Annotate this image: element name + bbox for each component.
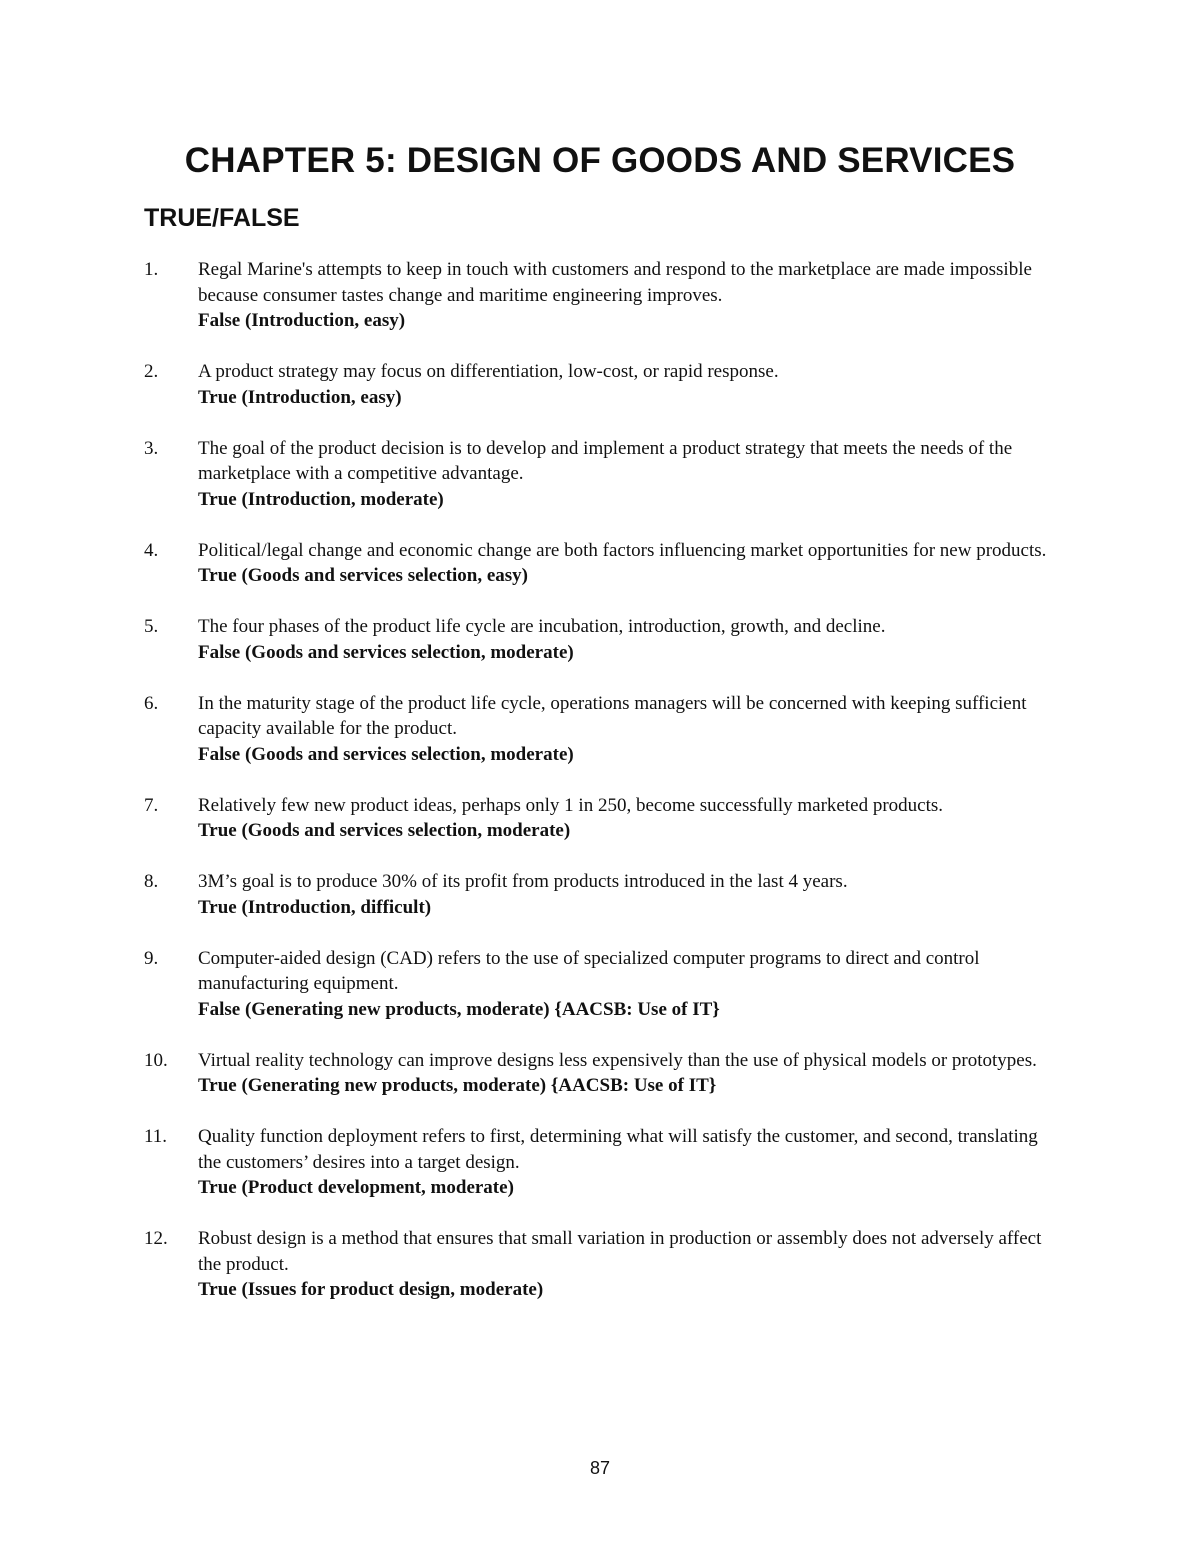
question-item-3 [144, 436, 1064, 513]
answer-key: True (Issues for product design, moderate) [198, 1279, 544, 1300]
question-item-12 [144, 1226, 1064, 1303]
question-text: Robust design is a method that ensures that small variation in production or assembly does not adversely affect the product. [198, 1228, 1042, 1275]
question-text: Relatively few new product ideas, perhaps only 1 in 250, become successfully marketed products. [198, 794, 944, 816]
answer-key: True (Introduction, moderate) [198, 488, 444, 510]
question-text: The goal of the product decision is to develop and implement a product strategy that meets the needs of the marketplace with a competitive advantage. [198, 437, 1013, 484]
question-text: 3M’s goal is to produce 30% of its profit from products introduced in the last 4 years. [198, 871, 848, 892]
question-text: The four phases of the product life cycle are incubation, introduction, growth, and decline. [198, 616, 886, 637]
question-item-9 [144, 946, 1064, 1023]
question-item-11 [144, 1124, 1064, 1201]
answer-key: False (Goods and services selection, moderate) [198, 743, 574, 765]
question-number: 3. [144, 437, 159, 459]
answer-key: True (Introduction, easy) [198, 386, 402, 408]
answer-key: True (Goods and services selection, easy) [198, 565, 528, 586]
question-number: 2. [144, 361, 159, 382]
question-number: 12. [144, 1228, 168, 1249]
question-number: 8. [144, 871, 159, 892]
question-text: Quality function deployment refers to first, determining what will satisfy the customer, and second, translating the customers’ desires into a target design. [198, 1126, 1038, 1173]
question-number: 4. [144, 539, 159, 561]
answer-key: True (Goods and services selection, moderate) [198, 820, 571, 841]
question-item-2 [144, 359, 1064, 410]
answer-key: False (Generating new products, moderate) {AACSB: Use of IT} [198, 998, 720, 1020]
answer-key: False (Goods and services selection, moderate) [198, 641, 574, 663]
page-number: 87 [589, 1458, 611, 1478]
section-heading: TRUE/FALSE [144, 204, 300, 232]
question-number: 5. [144, 616, 159, 637]
question-text: Computer-aided design (CAD) refers to the use of specialized computer programs to direct and control manufacturing equipment. [198, 947, 980, 994]
answer-key: True (Product development, moderate) [198, 1177, 514, 1198]
question-list [144, 257, 1064, 1328]
question-item-10 [144, 1048, 1064, 1099]
question-number: 11. [144, 1126, 168, 1147]
question-number: 9. [144, 947, 159, 969]
question-item-4 [144, 538, 1064, 589]
question-text: Virtual reality technology can improve designs less expensively than the use of physical models or prototypes. [198, 1049, 1037, 1071]
question-item-8 [144, 869, 1064, 920]
question-text: A product strategy may focus on differentiation, low-cost, or rapid response. [198, 361, 779, 382]
question-text: Regal Marine's attempts to keep in touch with customers and respond to the marketplace are made impossible because consumer tastes change and maritime engineering improves. [198, 259, 1032, 306]
question-number: 1. [144, 259, 159, 280]
question-text: In the maturity stage of the product life cycle, operations managers will be concerned with keeping sufficient capacity available for the product. [198, 692, 1027, 739]
page-title: CHAPTER 5: DESIGN OF GOODS AND SERVICES [184, 141, 1016, 180]
question-number: 7. [144, 794, 159, 816]
question-number: 6. [144, 692, 159, 714]
answer-key: True (Generating new products, moderate) {AACSB: Use of IT} [198, 1075, 717, 1096]
answer-key: False (Introduction, easy) [198, 310, 406, 331]
question-item-1 [144, 257, 1064, 334]
question-number: 10. [144, 1049, 168, 1071]
answer-key: True (Introduction, difficult) [198, 896, 432, 918]
question-text: Political/legal change and economic change are both factors influencing market opportunities for new products. [198, 539, 1047, 561]
question-item-6 [144, 691, 1064, 768]
question-item-7 [144, 793, 1064, 844]
question-item-5 [144, 614, 1064, 665]
